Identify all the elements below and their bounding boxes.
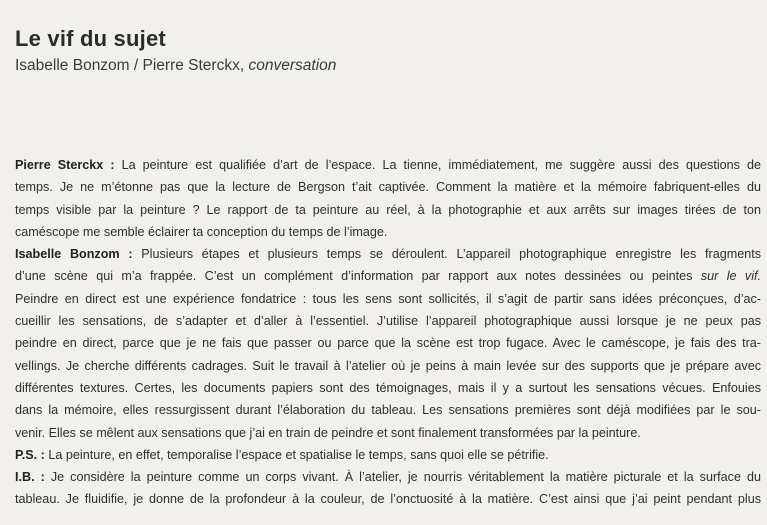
line-text: caméscope me semble éclairer ta conception du temps de l’image. — [15, 224, 388, 239]
page-title: Le vif du sujet — [15, 26, 166, 51]
line-text: cueillir les sensations, de s’adapter et d’aller à l’essentiel. J’utilise l’appareil photographique aussi lorsque je ne peux pas — [15, 314, 761, 329]
line-text: différentes textures. Certes, les documents papiers sont des témoignages, mais il y a surtout les sensations vécues. Enfouies — [15, 380, 761, 395]
text-line-1 — [15, 154, 761, 176]
line-text: tableau. Je fluidifie, je donne de la profondeur à la couleur, de l’onctuosité à la matière. C’est ainsi que j’ai peint pendant plus — [15, 492, 761, 507]
line-text: Peindre en direct est une expérience fondatrice : tous les sens sont sollicités, il s’agit de partir sans idées préconçues, d’ac- — [15, 291, 761, 306]
text-line-16 — [15, 488, 761, 510]
line-text: vellings. Je cherche différents cadrages. Suit le travail à l’atelier où je peins à main levée sur des supports que je prépare avec — [15, 358, 761, 373]
text-line-6 — [15, 265, 761, 287]
line-text: d’une scène qui m’a frappée. C’est un complément d’information par rapport aux notes dessinées ou peintes — [15, 269, 693, 284]
line-text: Plusieurs étapes et plusieurs temps se déroulent. L’appareil photographique enregistre les fragments — [141, 247, 762, 262]
text-line-2 — [15, 176, 761, 198]
document-kind: conversation — [248, 57, 337, 74]
line-text: venir. Elles se mêlent aux sensations que j’ai en train de peindre et sont finalement transformées par la peinture. — [15, 425, 641, 440]
text-line-11 — [15, 377, 761, 399]
line-text: temps visible par la peinture ? Le rapport de ta peinture au réel, à la photographie et aux arrêts sur images tirées de ton — [15, 202, 761, 217]
line-text: Je considère la peinture comme un corps vivant. À l’atelier, je nourris véritablement la matière picturale et la surface du — [50, 470, 761, 485]
speaker-ib: I.B. : — [15, 470, 45, 485]
line-text: peindre en direct, parce que je ne fais que passer ou parce que la scène est trop fugace. Avec le caméscope, je fais des tra- — [15, 336, 761, 351]
text-line-9 — [15, 332, 761, 354]
line-text: dans la mémoire, elles ressurgissent durant l’élaboration du tableau. Les sensations premières sont déjà modifiées par le sou- — [15, 403, 761, 418]
italic-phrase: sur le vif. — [700, 269, 762, 284]
text-line-8 — [15, 310, 761, 332]
text-line-10 — [15, 355, 761, 377]
speaker-pierre-sterckx: Pierre Sterckx : — [15, 158, 115, 172]
text-line-5 — [15, 243, 761, 265]
text-line-15 — [15, 466, 761, 488]
text-line-13 — [15, 422, 761, 444]
speaker-isabelle-bonzom: Isabelle Bonzom : — [15, 247, 133, 262]
subtitle: Isabelle Bonzom / Pierre Sterckx, conversation — [15, 57, 337, 74]
text-line-4 — [15, 221, 761, 243]
line-text: La peinture est qualifiée d’art de l’espace. La tienne, immédiatement, me suggère aussi des questions de — [121, 158, 761, 172]
interview-body — [15, 154, 761, 511]
text-line-12 — [15, 399, 761, 421]
line-text: temps. Je ne m’étonne pas que la lecture de Bergson t’ait captivée. Comment la matière et la mémoire fabriquent-elles du — [15, 180, 761, 195]
speaker-ps: P.S. : — [15, 447, 45, 462]
text-line-3 — [15, 199, 761, 221]
text-line-14 — [15, 444, 761, 466]
authors: Isabelle Bonzom / Pierre Sterckx — [15, 57, 240, 74]
line-text: La peinture, en effet, temporalise l’espace et spatialise le temps, sans quoi elle se pétrifie. — [48, 447, 549, 462]
text-line-7 — [15, 288, 761, 310]
